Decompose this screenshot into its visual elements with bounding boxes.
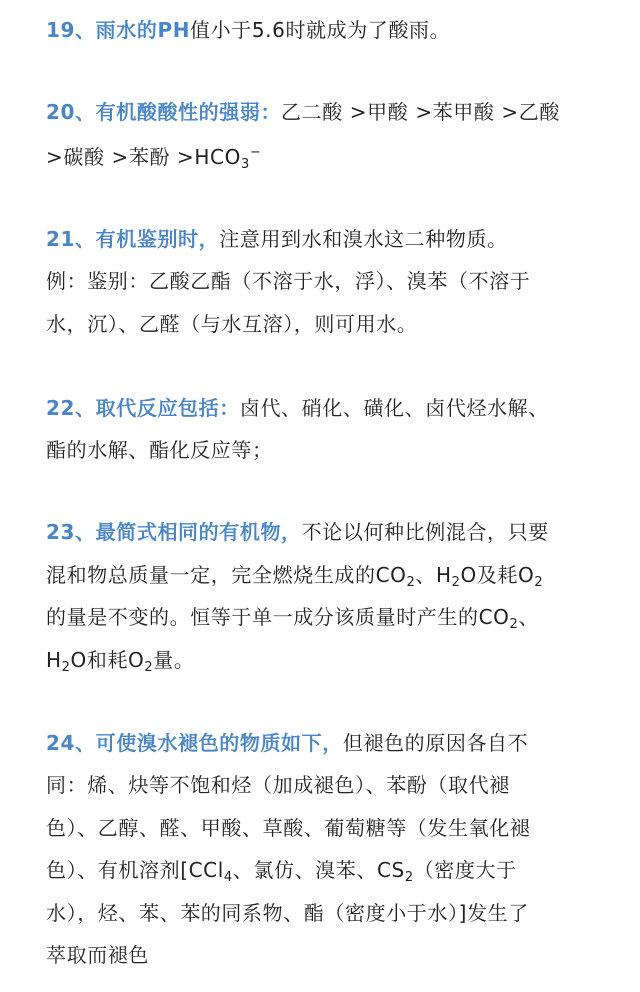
- item-23-sub-1: 2: [406, 575, 416, 590]
- item-23-sub-3: 2: [534, 575, 544, 590]
- item-23-text-2b: 、H: [415, 563, 452, 587]
- item-19: [46, 16, 620, 44]
- item-24-text-1: 但褪色的原因各自不: [342, 731, 529, 755]
- item-21-heading: 有机鉴别时，: [95, 227, 220, 251]
- item-21-text-3: 水，沉）、乙醛（与水互溶），则可用水。: [46, 312, 418, 336]
- item-20-line-1: [46, 98, 620, 126]
- item-23-line-1: [46, 518, 620, 546]
- item-23-text-4a: H: [46, 648, 62, 672]
- item-23-text-3b: 、: [518, 605, 539, 629]
- item-24-line-3: [46, 814, 620, 842]
- item-20-text-2: >碳酸 >苯酚 >HCO: [46, 145, 241, 169]
- item-24-heading: 可使溴水褪色的物质如下，: [95, 731, 343, 755]
- item-23-sub-4: 2: [509, 617, 519, 632]
- item-21-line-2: [46, 267, 620, 295]
- item-22-text-1: 卤代、硝化、磺化、卤代烃水解、: [239, 396, 549, 420]
- item-23-line-2: [46, 561, 620, 589]
- item-23-line-3: [46, 603, 620, 631]
- item-23-number: 23、: [46, 520, 96, 544]
- item-23-text-4c: 量。: [153, 648, 195, 672]
- item-23-text-1: 不论以何种比例混合，只要: [301, 520, 549, 544]
- item-24-sub-2: 2: [404, 870, 414, 885]
- item-21-line-3: [46, 310, 620, 338]
- item-20-line-2: [46, 143, 620, 171]
- item-22-number: 22、: [46, 396, 96, 420]
- item-22-text-2: 酯的水解、酯化反应等；: [46, 438, 273, 462]
- item-23-text-2a: 混和物总质量一定，完全燃烧生成的CO: [46, 563, 407, 587]
- item-22-line-1: [46, 394, 620, 422]
- item-23-line-4: [46, 646, 620, 674]
- item-24-text-4c: （密度大于: [413, 858, 517, 882]
- item-23-text-3a: 的量是不变的。恒等于单一成分该质量时产生的CO: [46, 605, 510, 629]
- item-20-number: 20、: [46, 100, 96, 124]
- item-22-heading: 取代反应包括：: [95, 396, 240, 420]
- item-24-line-1: [46, 729, 620, 757]
- item-24-line-4: [46, 856, 620, 884]
- item-21-line-1: [46, 225, 620, 253]
- item-20-subscript: 3: [240, 157, 250, 172]
- item-20-text-1: 乙二酸 >甲酸 >苯甲酸 >乙酸: [281, 100, 560, 124]
- item-24-line-2: [46, 771, 620, 799]
- item-24-sub-1: 4: [223, 870, 233, 885]
- item-24-text-3: 色）、乙醇、醛、甲酸、草酸、葡萄糖等（发生氧化褪: [46, 816, 531, 840]
- item-23-heading: 最简式相同的有机物，: [95, 520, 302, 544]
- item-22-line-2: [46, 436, 620, 464]
- item-19-heading: 雨水的PH: [95, 18, 191, 42]
- item-23-text-4b: O和耗O: [70, 648, 145, 672]
- item-24-text-4a: 色）、有机溶剂[CCl: [46, 858, 224, 882]
- item-23-sub-5: 2: [61, 660, 71, 675]
- item-24-text-6: 萃取而褪色: [46, 943, 149, 967]
- item-23-sub-2: 2: [451, 575, 461, 590]
- item-24-line-6: [46, 941, 620, 969]
- item-20-superscript: −: [249, 145, 262, 160]
- item-19-text: 值小于5.6时就成为了酸雨。: [190, 18, 451, 42]
- item-21-text-1: 注意用到水和溴水这二种物质。: [219, 227, 508, 251]
- item-23-sub-6: 2: [144, 660, 154, 675]
- item-21-text-2: 例：鉴别：乙酸乙酯（不溶于水，浮）、溴苯（不溶于: [46, 269, 531, 293]
- item-24-text-2: 同：烯、炔等不饱和烃（加成褪色）、苯酚（取代褪: [46, 773, 510, 797]
- item-23-text-2c: O及耗O: [460, 563, 535, 587]
- item-24-text-5: 水），烃、苯、苯的同系物、酯（密度小于水）]发生了: [46, 901, 529, 925]
- item-24-number: 24、: [46, 731, 96, 755]
- item-24-line-5: [46, 899, 620, 927]
- item-19-number: 19、: [46, 18, 96, 42]
- item-20-heading: 有机酸酸性的强弱：: [95, 100, 282, 124]
- item-21-number: 21、: [46, 227, 96, 251]
- item-24-text-4b: 、氯仿、溴苯、CS: [232, 858, 405, 882]
